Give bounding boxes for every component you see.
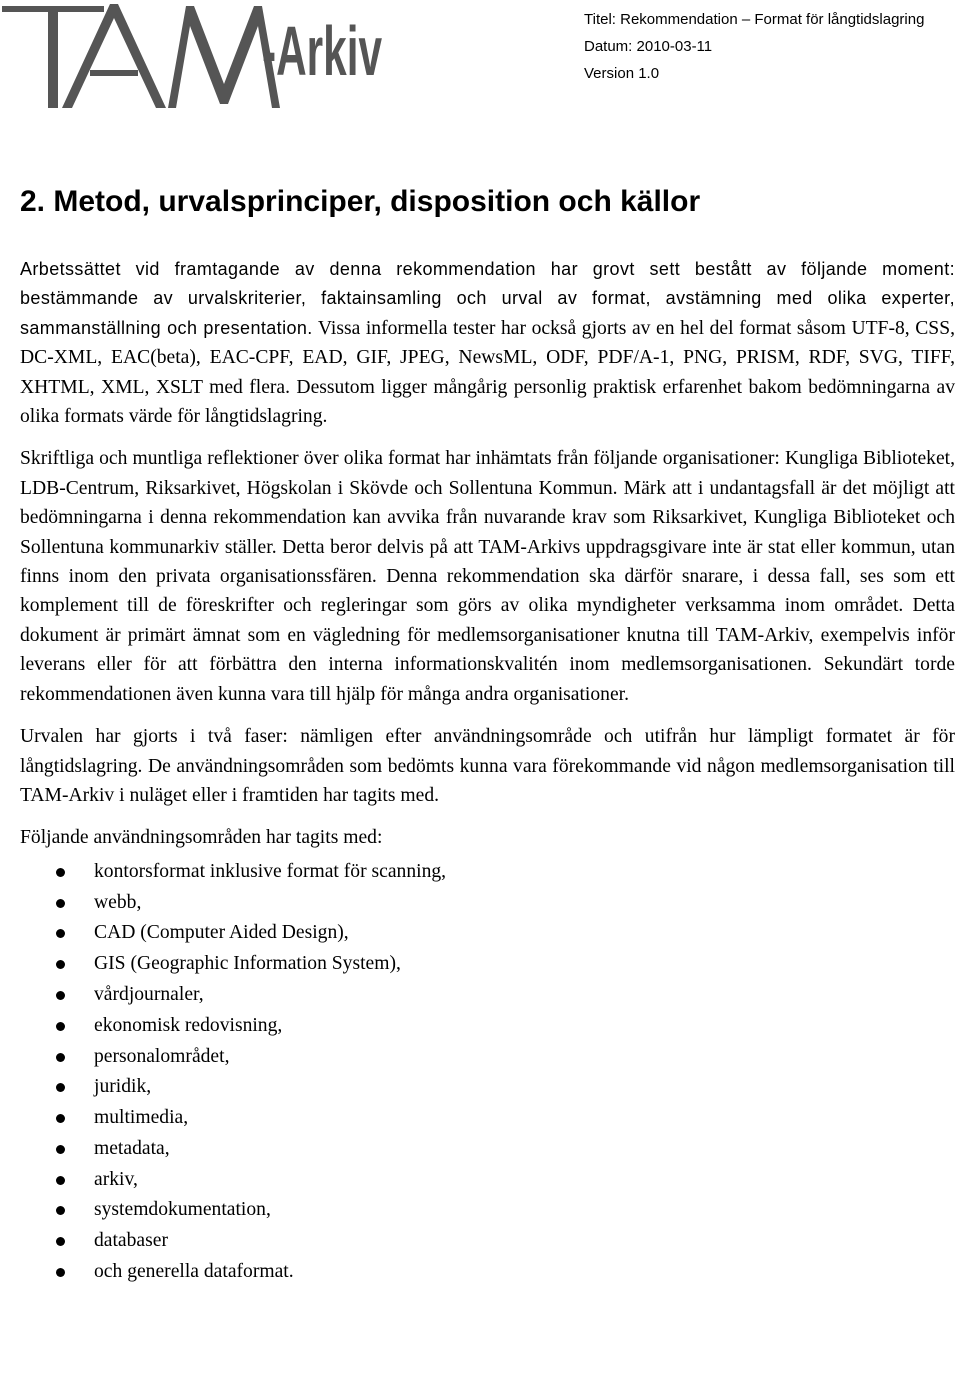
list-item <box>20 1103 955 1134</box>
bullet-icon <box>56 1114 65 1123</box>
tam-arkiv-logo-graphic <box>0 0 400 112</box>
bullet-icon <box>56 868 65 877</box>
list-item <box>20 1257 955 1288</box>
list-item <box>20 980 955 1011</box>
list-item-text: kontorsformat inklusive format för scanning, <box>94 860 447 882</box>
list-item-text: vårdjournaler, <box>94 983 204 1005</box>
list-item-text: systemdokumentation, <box>94 1199 271 1221</box>
list-item <box>20 918 955 949</box>
bullet-icon <box>56 1237 65 1246</box>
bullet-icon <box>56 899 65 908</box>
bullet-icon <box>56 1268 65 1277</box>
bullet-icon <box>56 929 65 938</box>
document-title-line: Titel: Rekommendation – Format för långtidslagring <box>584 11 925 28</box>
bullet-icon <box>56 1145 65 1154</box>
bullet-icon <box>56 1022 65 1031</box>
list-item <box>20 949 955 980</box>
bullet-icon <box>56 1206 65 1215</box>
document-version-line: Version 1.0 <box>584 65 660 82</box>
paragraph-reflections: Skriftliga och muntliga reflektioner över olika format har inhämtats från följande organisationer: Kungliga Biblioteket, LDB-Centrum, Riksarkivet, Högskolan i Skövde och Sollentuna Kommun. Märk att i undantagsfall är det möjligt att bedömningarna i denna rekommendation kan avvika från nuvarande krav som Riksarkivet, Kungliga Biblioteket och Sollentuna kommunarkiv ställer. Detta beror delvis på att TAM-Arkivs uppdragsgivare inte är stat eller kommun, utan finns inom den privata organisationssfären. Denna rekommendation ska därför snarare, i dessa fall, ses som ett komplement till de föreskrifter och regleringar som görs av olika myndigheter verksamma inom området. Detta dokument är primärt ämnat som en vägledning för medlemsorganisationer knutna till TAM-Arkiv, exempelvis inför leverans eller för att förbättra den interna informationskvalitén inom medlemsorganisationen. Sekundärt torde rekommendationen även kunna vara till hjälp för många andra organisationer. <box>20 448 955 705</box>
document-meta <box>584 6 960 87</box>
logo-arkiv-text: -Arkiv <box>262 13 382 91</box>
list-item-text: personalområdet, <box>94 1045 230 1067</box>
list-item-text: GIS (Geographic Information System), <box>94 953 401 975</box>
list-item-text: databaser <box>94 1230 168 1252</box>
bullet-icon <box>56 991 65 1000</box>
list-item-text: multimedia, <box>94 1107 189 1129</box>
document-date-line: Datum: 2010-03-11 <box>584 38 713 55</box>
list-item <box>20 857 955 888</box>
bullet-icon <box>56 960 65 969</box>
list-item-text: CAD (Computer Aided Design), <box>94 922 349 944</box>
bullet-icon <box>56 1176 65 1185</box>
list-item-text: ekonomisk redovisning, <box>94 1014 283 1036</box>
list-item <box>20 888 955 919</box>
list-item <box>20 1042 955 1073</box>
list-item-text: metadata, <box>94 1137 170 1159</box>
list-item <box>20 1011 955 1042</box>
usage-areas-list <box>20 857 955 1288</box>
section-heading: 2. Metod, urvalsprinciper, disposition och källor <box>20 185 701 218</box>
list-item <box>20 1134 955 1165</box>
paragraph-method-intro: Arbetssättet vid framtagande av denna rekommendation har grovt sett bestått av följande moment: bestämmande av urvalskriterier, faktainsamling och urval av format, avstämning med olika experter, sammanställning och presentation. <box>20 259 955 338</box>
paragraph-areas-intro: Följande användningsområden har tagits med: <box>20 827 383 849</box>
list-item <box>20 1165 955 1196</box>
list-item <box>20 1226 955 1257</box>
bullet-icon <box>56 1053 65 1062</box>
tam-arkiv-logo <box>0 0 400 112</box>
list-item-text: och generella dataformat. <box>94 1261 294 1283</box>
paragraph-selection: Urvalen har gjorts i två faser: nämligen efter användningsområde och utifrån hur lämpligt formatet är för långtidslagring. De användningsområden som bedömts kunna vara förekommande vid någon medlemsorganisation till TAM-Arkiv i nuläget eller i framtiden har tagits med. <box>20 726 955 806</box>
paragraph-method <box>20 255 955 431</box>
list-item-text: juridik, <box>94 1076 152 1098</box>
bullet-icon <box>56 1083 65 1092</box>
paragraph-method-tests: Vissa informella tester har också gjorts av en hel del format såsom UTF-8, CSS, DC-XML, EAC(beta), EAC-CPF, EAD, GIF, JPEG, NewsML, ODF, PDF/A-1, PNG, PRISM, RDF, SVG, TIFF, XHTML, XML, XSLT med flera. Dessutom ligger mångårig personlig praktisk erfarenhet bakom bedömningarna av olika formats värde för långtidslagring. <box>20 317 956 428</box>
list-item <box>20 1195 955 1226</box>
section-body <box>20 255 955 1288</box>
list-item-text: arkiv, <box>94 1168 138 1190</box>
list-item <box>20 1072 955 1103</box>
list-item-text: webb, <box>94 891 142 913</box>
